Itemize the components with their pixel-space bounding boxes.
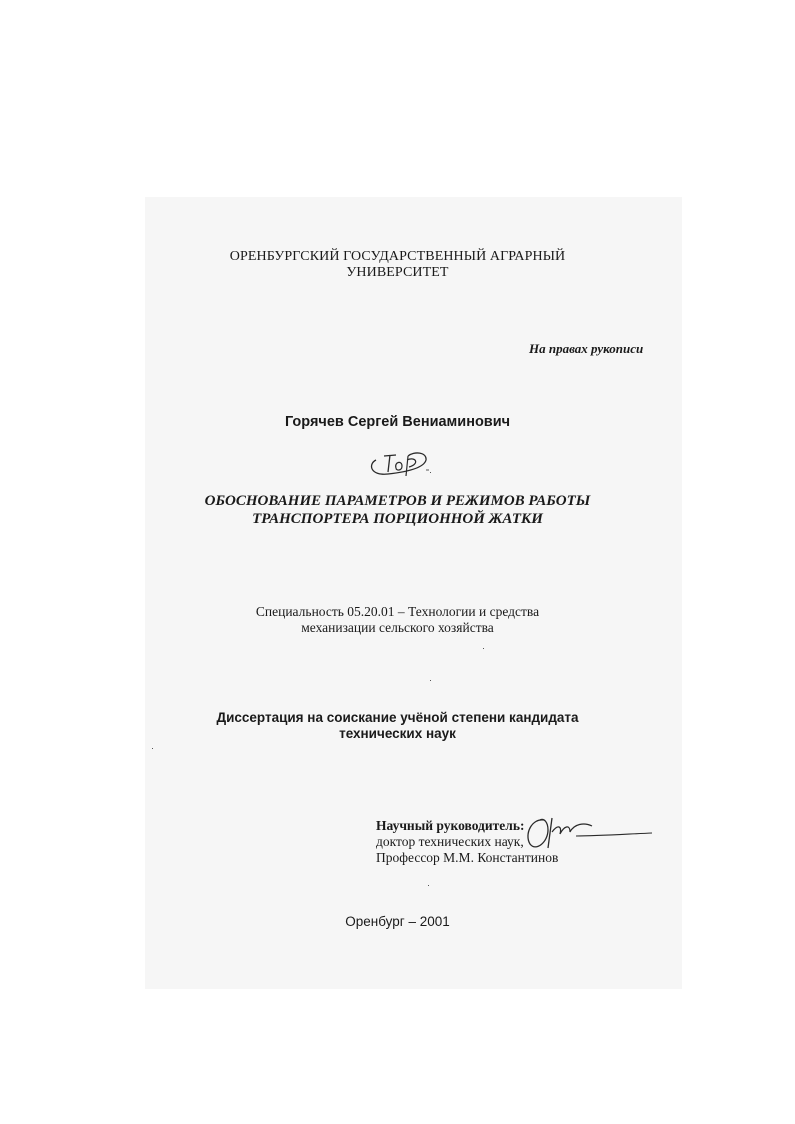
degree-statement-line2: технических наук (339, 726, 456, 741)
scan-speck (483, 648, 484, 649)
university-name-line2: УНИВЕРСИТЕТ (346, 265, 449, 280)
author-signature (366, 446, 438, 482)
supervisor-label: Научный руководитель: (376, 818, 525, 833)
document-page (145, 197, 682, 989)
supervisor-signature (518, 812, 658, 856)
scan-speck (428, 885, 429, 886)
supervisor-name: Профессор М.М. Константинов (376, 850, 559, 865)
author-name: Горячев Сергей Вениаминович (284, 414, 511, 430)
dissertation-title-line2: ТРАНСПОРТЕРА ПОРЦИОННОЙ ЖАТКИ (252, 511, 543, 527)
scan-speck (430, 472, 431, 473)
manuscript-rights-note: На правах рукописи (529, 341, 644, 356)
university-name-line1: ОРЕНБУРГСКИЙ ГОСУДАРСТВЕННЫЙ АГРАРНЫЙ (229, 249, 566, 264)
city-and-year: Оренбург – 2001 (345, 914, 450, 929)
specialty-line2: механизации сельского хозяйства (301, 620, 494, 635)
degree-statement-line1: Диссертация на соискание учёной степени кандидата (216, 710, 579, 725)
dissertation-title-line1: ОБОСНОВАНИЕ ПАРАМЕТРОВ И РЕЖИМОВ РАБОТЫ (204, 493, 591, 509)
scan-speck (152, 748, 153, 749)
supervisor-degree: доктор технических наук, (376, 834, 524, 849)
specialty-line1: Специальность 05.20.01 – Технологии и средства (255, 604, 540, 619)
scan-speck (430, 680, 431, 681)
